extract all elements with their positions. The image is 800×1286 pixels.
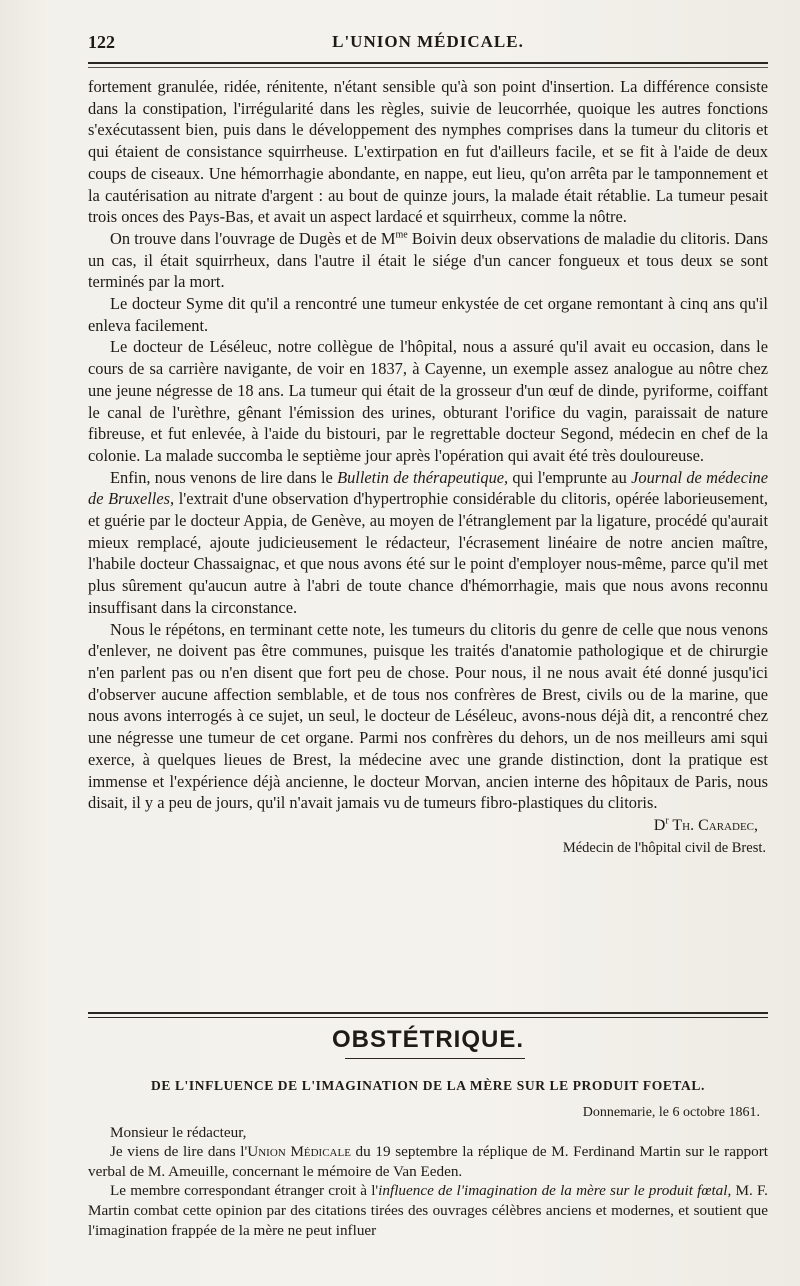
- section-heading: OBSTÉTRIQUE.: [331, 1026, 524, 1053]
- paragraph: [88, 1142, 768, 1181]
- paragraph: [88, 467, 768, 619]
- paragraph: Le docteur de Léséleuc, notre collègue de l'hôpital, nous a assuré qu'il avait eu occasion, dans le cours de sa carrière navigante, de voir en 1837, à Cayenne, un exemple assez analogue au nôtre chez une jeune négresse de 18 ans. La tumeur qui était de la grosseur d'un œuf de dinde, pyriforme, coiffant le canal de l'urèthre, gênant l'émission des urines, obturant l'orifice du vagin, paraissait de nature fibreuse, et fut enlevée, à l'aide du bistouri, par le regrettable docteur Segond, médecin en chef de la colonie. La malade succomba le septième jour après l'opération qui avait été très douloureuse.: [88, 337, 768, 465]
- text-run: Je viens de lire dans l': [110, 1143, 248, 1161]
- article-title: DE L'INFLUENCE DE L'IMAGINATION DE LA MÈRE SUR LE PRODUIT FOETAL.: [151, 1078, 705, 1093]
- text-run: Le membre correspondant étranger croit à l': [110, 1182, 379, 1200]
- running-title: L'UNION MÉDICALE.: [332, 32, 524, 51]
- text-run: du 19 septembre la réplique de M. Ferdinand Martin sur le rapport verbal de M. Ameuille, concernant le mémoire de Van Eeden.: [88, 1143, 769, 1180]
- signature-prefix: D: [653, 816, 666, 834]
- page-number: 122: [88, 32, 115, 52]
- heading-underline: [345, 1058, 525, 1059]
- letter-body: [88, 1103, 768, 1240]
- text-run: qui l'emprunte au: [508, 467, 632, 487]
- superscript: me: [395, 229, 408, 241]
- signature: [88, 815, 768, 837]
- journal-name: Union Médicale: [247, 1143, 351, 1161]
- paragraph: [88, 228, 768, 293]
- text-run: M. F. Martin combat cette opinion par des citations tirées des ouvrages célèbres anciens et modernes, et soutient que l'imagination frappée de la mère ne peut influer: [88, 1182, 768, 1239]
- signature-name: Th. Caradec,: [668, 816, 758, 834]
- journal-title: Bulletin de thérapeutique,: [337, 467, 509, 487]
- superscript: r: [665, 815, 669, 827]
- header-rule: [88, 62, 768, 64]
- article-body: [88, 76, 768, 859]
- emphasis: influence de l'imagination de la mère sur le produit fœtal,: [378, 1182, 732, 1200]
- text-run: l'extrait d'une observation d'hypertrophie considérable du clitoris, opérée laborieusement, et guérie par le docteur Appia, de Genève, au moyen de l'étranglement par la ligature, procédé qu'aurait mieux remplacé, ajoute judicieusement le rédacteur, l'écrasement linéaire de notre ancien maître, l'habile docteur Chassaignac, et que nous avons été sur le point d'employer nous-même, parce qu'il met plus sûrement qu'aucun autre à l'abri de toute chance d'hémorrhagie, mais que nous avons reconnu insuffisant dans la circonstance.: [88, 489, 768, 617]
- section-divider: [88, 1012, 768, 1014]
- paragraph: [88, 1181, 768, 1240]
- header-rule-thin: [88, 67, 768, 68]
- salutation: Monsieur le rédacteur,: [110, 1123, 247, 1141]
- paragraph: Le docteur Syme dit qu'il a rencontré une tumeur enkystée de cet organe remontant à cinq ans qu'il enleva facilement.: [88, 294, 768, 335]
- section-divider-thin: [88, 1017, 768, 1018]
- text-run: Boivin deux observations de maladie du clitoris. Dans un cas, il était squirrheux, dans l'autre il était le siége d'un cancer fongueux et tous deux se sont terminés par la mort.: [88, 228, 768, 292]
- journal-title: Journal de médecine de Bruxelles,: [88, 467, 768, 509]
- text-run: On trouve dans l'ouvrage de Dugès et de M: [110, 228, 396, 248]
- text-run: Enfin, nous venons de lire dans le: [110, 467, 338, 487]
- dateline: Donnemarie, le 6 octobre 1861.: [582, 1105, 760, 1120]
- affiliation: Médecin de l'hôpital civil de Brest.: [562, 839, 766, 856]
- page-header: [88, 32, 768, 62]
- paragraph: Nous le répétons, en terminant cette note, les tumeurs du clitoris du genre de celle que nous venons d'enlever, ne doivent pas être communes, puisque les traités d'anatomie pathologique et de chirurgie n'en parlent pas ou n'en disent que fort peu de chose. Pour nous, il ne nous avait été donné jusqu'ici d'observer aucune affection semblable, et de tous nos confrères de Brest, civils ou de la marine, que nous avons interrogés à ce sujet, un seul, le docteur de Léséleuc, avons-nous déjà dit, a rencontré chez une négresse une tumeur de cet organe. Parmi nos confrères du dehors, un de nos meilleurs ami squi exerce, à quelques lieues de Brest, la médecine avec une grande distinction, dont la pratique est immense et l'expérience déjà ancienne, le docteur Morvan, ancien interne des hôpitaux de Paris, nous disait, il y a peu de jours, qu'il n'avait jamais vu de tumeurs fibro-plastiques du clitoris.: [88, 619, 768, 813]
- paragraph: fortement granulée, ridée, rénitente, n'étant sensible qu'à son point d'insertion. La différence consiste dans la constipation, l'irrégularité dans les règles, suivie de leucorrhée, quoique les autres fonctions s'exécutassent bien, puis dans le développement des nymphes comprises dans la tumeur du clitoris et qui étaient de consistance squirrheuse. L'extirpation en fut d'ailleurs facile, et se fit à l'aide de deux coups de ciseaux. Une hémorrhagie abondante, en nappe, eut lieu, qu'on arrêta par le tamponnement et la cautérisation au nitrate d'argent : au bout de quinze jours, la malade était rétablie. La tumeur pesait trois onces des Pays-Bas, et avait un aspect lardacé et squirrheux, comme la nôtre.: [88, 77, 768, 227]
